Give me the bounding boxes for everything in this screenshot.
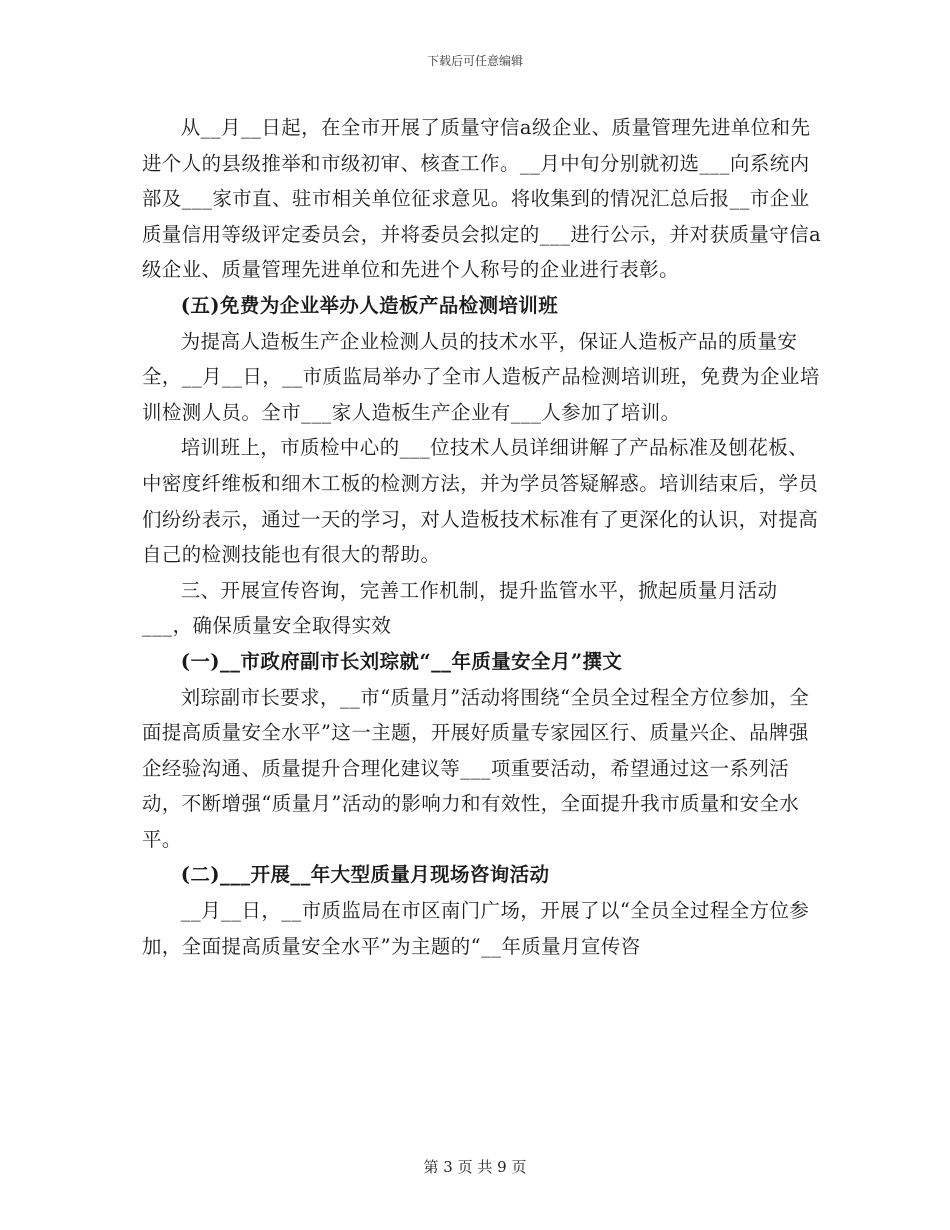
document-body [142, 110, 822, 964]
section-heading-2: (二)___开展__年大型质量月现场咨询活动 [180, 863, 550, 887]
paragraph-vice-mayor: 刘琮副市长要求，__市“质量月”活动将围绕“全员全过程全方位参加，全面提高质量安全水平”这一主题，开展好质量专家园区行、质量兴企、品牌强企经验沟通、质量提升合理化建议等___项重要活动，希望通过这一系列活动，不断增强“质量月”活动的影响力和有效性，全面提升我市质量和安全水平。 [142, 685, 810, 851]
section-heading-1: (一)__市政府副市长刘琮就“__年质量安全月”撰文 [180, 649, 623, 673]
paragraph-consultation: __月__日，__市质监局在市区南门广场，开展了以“全员全过程全方位参加，全面提高质量安全水平”为主题的“__年质量月宣传咨 [142, 899, 810, 958]
paragraph-training-feedback: 培训班上，市质检中心的___位技术人员详细讲解了产品标准及刨花板、中密度纤维板和细木工板的检测方法，并为学员答疑解惑。培训结束后，学员们纷纷表示，通过一天的学习，对人造板技术标准有了更深化的认识，对提高自己的检测技能也有很大的帮助。 [142, 436, 819, 567]
paragraph-training-class: 为提高人造板生产企业检测人员的技术水平，保证人造板产品的质量安全，__月__日，__市质监局举办了全市人造板产品检测培训班，免费为企业培训检测人员。全市___家人造板生产企业有___人参加了培训。 [142, 329, 820, 424]
section-heading-3: 三、开展宣传咨询，完善工作机制，提升监管水平，掀起质量月活动___，确保质量安全取得实效 [142, 578, 778, 638]
section-heading-5: (五)免费为企业举办人造板产品检测培训班 [180, 293, 559, 317]
page-footer: 第 3 页 共 9 页 [423, 1158, 527, 1176]
page-header: 下载后可任意编辑 [426, 54, 523, 68]
paragraph-quality-credit: 从__月__日起，在全市开展了质量守信a级企业、质量管理先进单位和先进个人的县级推举和市级初审、核查工作。__月中旬分别就初选___向系统内部及___家市直、驻市相关单位征求意见。将收集到的情况汇总后报__市企业质量信用等级评定委员会，并将委员会拟定的___进行公示，并对获质量守信a级企业、质量管理先进单位和先进个人称号的企业进行表彰。 [142, 116, 822, 282]
